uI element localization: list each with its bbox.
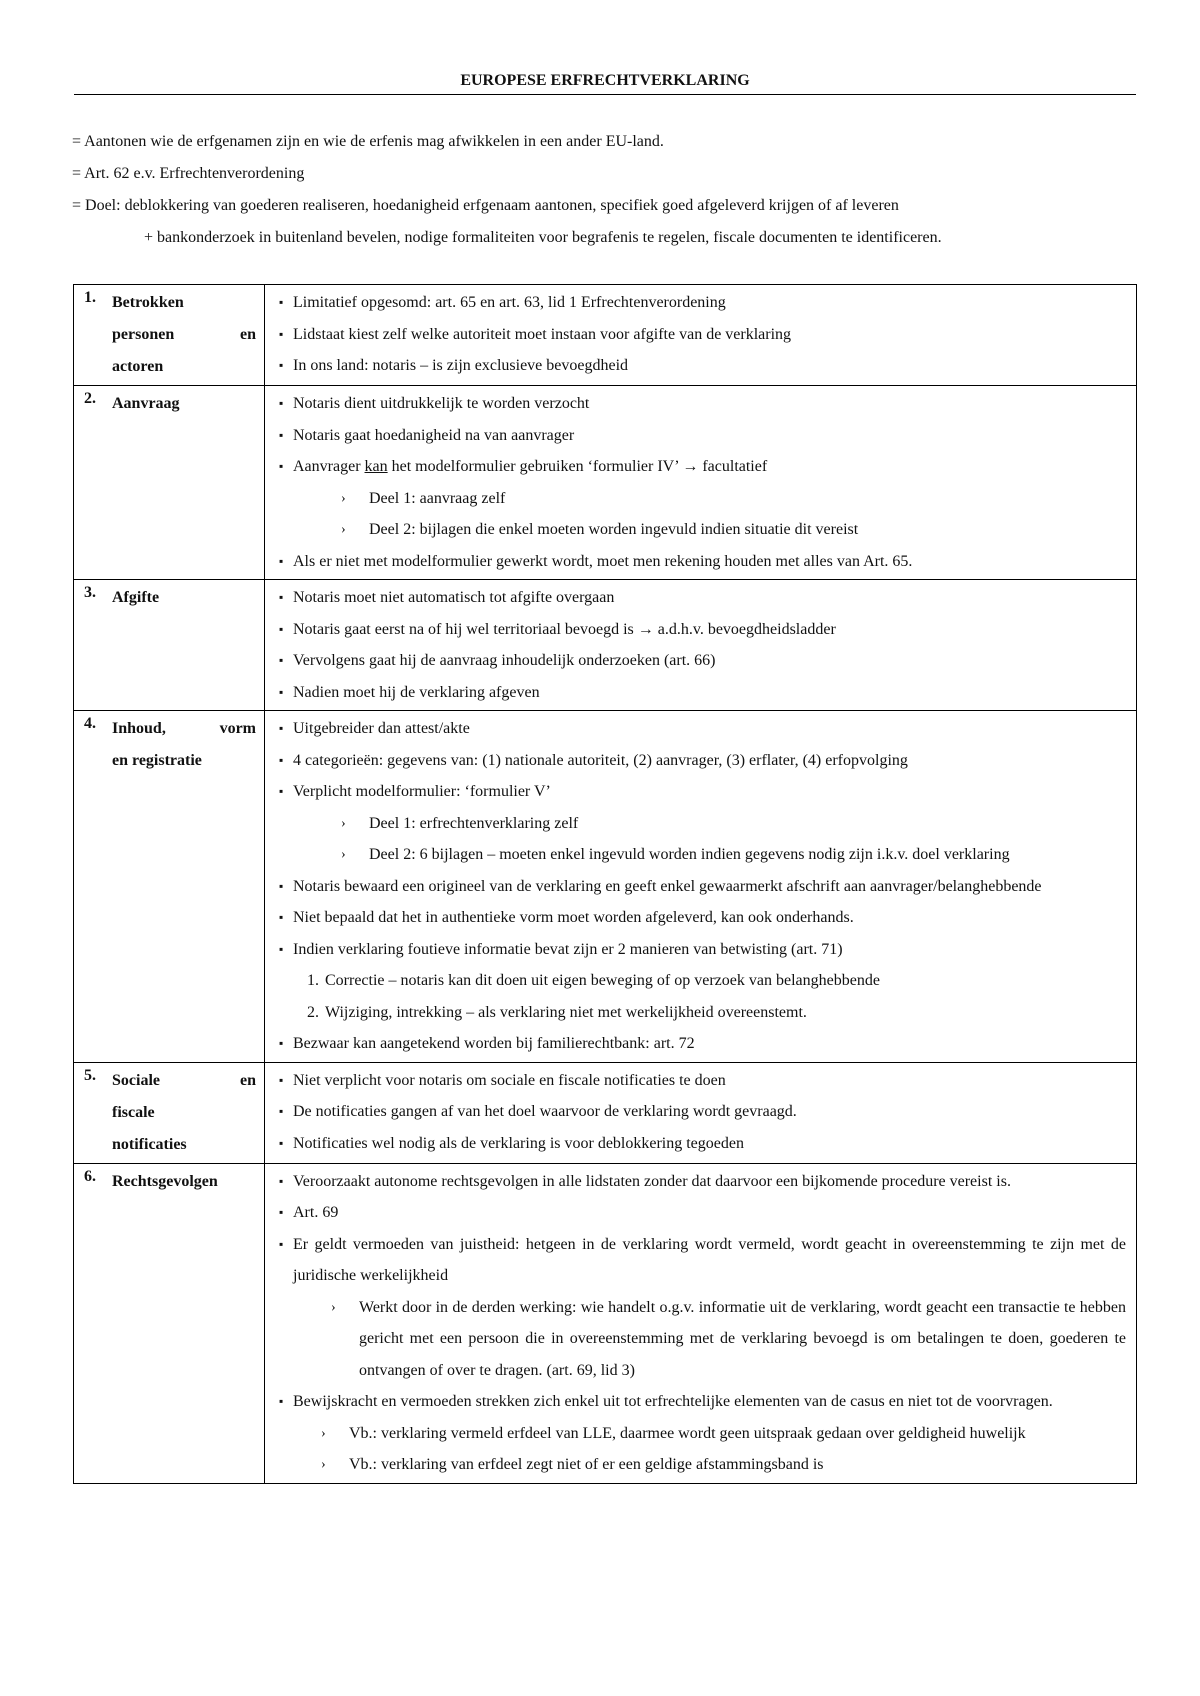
list-item: ▪ Bewijskracht en vermoeden strekken zich enkel uit tot erfrechtelijke elementen van de casus en niet tot de voorvragen. bbox=[275, 1386, 1126, 1418]
document-title: EUROPESE ERFRECHTVERKLARING bbox=[74, 70, 1136, 95]
list-item: ▪ Uitgebreider dan attest/akte bbox=[275, 713, 1126, 745]
sub-item: › Deel 1: erfrechtenverklaring zelf bbox=[275, 808, 1126, 840]
section-number: 6. bbox=[84, 1167, 96, 1185]
section-label: en registratie bbox=[112, 752, 202, 769]
section-content-cell bbox=[265, 1163, 1137, 1483]
bullet-list bbox=[275, 388, 1126, 483]
section-label: actoren bbox=[112, 358, 164, 375]
list-item: ▪ Veroorzaakt autonome rechtsgevolgen in alle lidstaten zonder dat daarvoor een bijkomende procedure vereist is. bbox=[275, 1166, 1126, 1198]
table-row bbox=[74, 711, 1137, 1063]
section-label-cell bbox=[74, 386, 265, 580]
list-item: ▪ Indien verklaring foutieve informatie bevat zijn er 2 manieren van betwisting (art. 71) bbox=[275, 934, 1126, 966]
intro-line: + bankonderzoek in buitenland bevelen, nodige formaliteiten voor begrafenis te regelen, fiscale documenten te identificeren. bbox=[144, 229, 942, 246]
list-item: ▪ Notaris bewaard een origineel van de verklaring en geeft enkel gewaarmerkt afschrift aan aanvrager/belanghebbende bbox=[275, 871, 1126, 903]
section-label-cell bbox=[74, 285, 265, 386]
section-content-cell bbox=[265, 386, 1137, 580]
summary-table bbox=[73, 284, 1137, 1484]
section-number: 3. bbox=[84, 584, 96, 601]
list-item bbox=[275, 451, 1126, 483]
section-label: Afgifte bbox=[112, 589, 160, 606]
section-label: Inhoud, vorm bbox=[112, 720, 256, 737]
sub-item: › Vb.: verklaring vermeld erfdeel van LLE, daarmee wordt geen uitspraak gedaan over geldigheid huwelijk bbox=[275, 1418, 1126, 1450]
list-item: ▪ De notificaties gangen af van het doel waarvoor de verklaring wordt gevraagd. bbox=[275, 1096, 1126, 1128]
table-row bbox=[74, 580, 1137, 711]
intro-line: = Aantonen wie de erfgenamen zijn en wie de erfenis mag afwikkelen in een ander EU-land. bbox=[72, 133, 664, 150]
list-item: ▪ Er geldt vermoeden van juistheid: hetgeen in de verklaring wordt vermeld, wordt geacht in overeenstemming te zijn met de juridische werkelijkheid bbox=[275, 1229, 1126, 1292]
table-row bbox=[74, 1062, 1137, 1163]
list-item: ▪ Notificaties wel nodig als de verklaring is voor deblokkering tegoeden bbox=[275, 1128, 1126, 1160]
sub-item: › Vb.: verklaring van erfdeel zegt niet of er een geldige afstammingsband is bbox=[275, 1449, 1126, 1481]
section-label: personen en bbox=[112, 326, 256, 343]
section-content-cell bbox=[265, 1062, 1137, 1163]
bullet-list bbox=[275, 1028, 1126, 1060]
bullet-list bbox=[275, 582, 1126, 708]
section-label: fiscale bbox=[112, 1103, 155, 1121]
table-row bbox=[74, 285, 1137, 386]
section-label: Rechtsgevolgen bbox=[112, 1172, 218, 1190]
intro-line: = Art. 62 e.v. Erfrechtenverordening bbox=[72, 165, 305, 182]
numbered-item bbox=[275, 997, 1126, 1029]
sub-item: › Deel 2: bijlagen die enkel moeten worden ingevuld indien situatie dit vereist bbox=[275, 514, 1126, 546]
list-item: ▪ Nadien moet hij de verklaring afgeven bbox=[275, 677, 1126, 709]
section-label: notificaties bbox=[112, 1135, 187, 1153]
section-label-cell bbox=[74, 1163, 265, 1483]
item-text: Wijziging, intrekking – als verklaring niet met werkelijkheid overeenstemt. bbox=[325, 1003, 807, 1021]
section-label-cell bbox=[74, 711, 265, 1063]
section-number: 5. bbox=[84, 1066, 96, 1084]
bullet-list bbox=[275, 1166, 1126, 1292]
sub-item: › Werkt door in de derden werking: wie handelt o.g.v. informatie uit de verklaring, wordt geacht een transactie te hebben gericht met een persoon die in overeenstemming met de verklaring bevoegd is om betalingen te doen, goederen te ontvangen of over te dragen. (art. 69, lid 3) bbox=[275, 1292, 1126, 1387]
bullet-list bbox=[275, 1386, 1126, 1418]
section-content-cell bbox=[265, 285, 1137, 386]
bullet-list bbox=[275, 546, 1126, 578]
list-item: ▪ Notaris gaat eerst na of hij wel territoriaal bevoegd is → a.d.h.v. bevoegdheidsladder bbox=[275, 614, 1126, 646]
list-item: ▪ In ons land: notaris – is zijn exclusieve bevoegdheid bbox=[275, 350, 1126, 382]
list-item: ▪ Art. 69 bbox=[275, 1197, 1126, 1229]
section-number: 2. bbox=[84, 390, 96, 407]
numbered-item bbox=[275, 965, 1126, 997]
section-label: Betrokken bbox=[112, 294, 184, 311]
section-content-cell bbox=[265, 580, 1137, 711]
bullet-list bbox=[275, 871, 1126, 966]
list-item: ▪ Notaris gaat hoedanigheid na van aanvrager bbox=[275, 420, 1126, 452]
section-label: Aanvraag bbox=[112, 395, 180, 412]
section-label: Sociale en bbox=[112, 1071, 256, 1089]
sub-item: › Deel 1: aanvraag zelf bbox=[275, 483, 1126, 515]
list-item: ▪ Als er niet met modelformulier gewerkt wordt, moet men rekening houden met alles van Art. 65. bbox=[275, 546, 1126, 578]
section-label-cell bbox=[74, 1062, 265, 1163]
intro-block bbox=[72, 126, 1142, 254]
list-item: ▪ Notaris dient uitdrukkelijk te worden verzocht bbox=[275, 388, 1126, 420]
bullet-list bbox=[275, 1065, 1126, 1160]
sub-item: › Deel 2: 6 bijlagen – moeten enkel ingevuld worden indien gegevens nodig zijn i.k.v. doel verklaring bbox=[275, 839, 1126, 871]
list-item: ▪ Bezwaar kan aangetekend worden bij familierechtbank: art. 72 bbox=[275, 1028, 1126, 1060]
item-text: Correctie – notaris kan dit doen uit eigen beweging of op verzoek van belanghebbende bbox=[325, 972, 880, 989]
bullet-list bbox=[275, 713, 1126, 808]
list-item: ▪ Niet bepaald dat het in authentieke vorm moet worden afgeleverd, kan ook onderhands. bbox=[275, 902, 1126, 934]
section-number: 1. bbox=[84, 289, 96, 306]
intro-line: = Doel: deblokkering van goederen realiseren, hoedanigheid erfgenaam aantonen, specifiek goed afgeleverd krijgen of af leveren bbox=[72, 197, 899, 214]
underlined-word: kan bbox=[364, 458, 388, 475]
item-text: Aanvrager bbox=[293, 458, 365, 475]
list-item: ▪ Limitatief opgesomd: art. 65 en art. 63, lid 1 Erfrechtenverordening bbox=[275, 287, 1126, 319]
list-item: ▪ 4 categorieën: gegevens van: (1) nationale autoriteit, (2) aanvrager, (3) erflater, (4) erfopvolging bbox=[275, 745, 1126, 777]
section-label-cell bbox=[74, 580, 265, 711]
section-number: 4. bbox=[84, 715, 96, 732]
section-content-cell bbox=[265, 711, 1137, 1063]
list-item: ▪ Notaris moet niet automatisch tot afgifte overgaan bbox=[275, 582, 1126, 614]
table-row bbox=[74, 386, 1137, 580]
bullet-list bbox=[275, 287, 1126, 382]
list-item: ▪ Lidstaat kiest zelf welke autoriteit moet instaan voor afgifte van de verklaring bbox=[275, 319, 1126, 351]
item-number: 1. bbox=[307, 972, 319, 989]
list-item: ▪ Vervolgens gaat hij de aanvraag inhoudelijk onderzoeken (art. 66) bbox=[275, 645, 1126, 677]
item-text: het modelformulier gebruiken ‘formulier IV’ → facultatief bbox=[387, 458, 768, 475]
list-item: ▪ Verplicht modelformulier: ‘formulier V’ bbox=[275, 776, 1126, 808]
list-item: ▪ Niet verplicht voor notaris om sociale en fiscale notificaties te doen bbox=[275, 1065, 1126, 1097]
item-number: 2. bbox=[307, 1003, 319, 1021]
table-row bbox=[74, 1163, 1137, 1483]
